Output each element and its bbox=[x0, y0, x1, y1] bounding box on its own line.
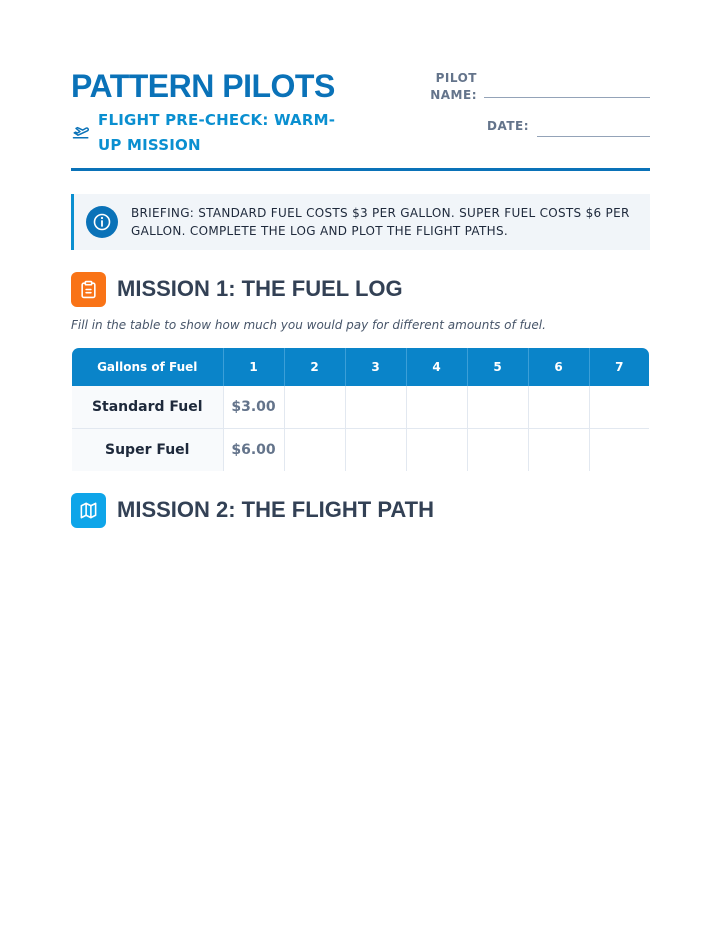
table-cell[interactable] bbox=[406, 386, 467, 429]
briefing-box bbox=[71, 194, 650, 250]
pilot-name-field[interactable] bbox=[484, 97, 650, 98]
page-subtitle: FLIGHT PRE-CHECK: WARM-UP MISSION bbox=[98, 111, 336, 154]
pilot-name-label: PILOT NAME: bbox=[430, 71, 477, 102]
table-header-label: Gallons of Fuel bbox=[72, 348, 223, 386]
clipboard-icon bbox=[71, 272, 106, 307]
table-header-row bbox=[72, 348, 649, 386]
info-icon bbox=[86, 206, 118, 238]
table-cell[interactable] bbox=[284, 429, 345, 472]
column-header: 1 bbox=[223, 348, 284, 386]
column-header: 5 bbox=[467, 348, 528, 386]
table-cell[interactable] bbox=[345, 386, 406, 429]
column-header: 6 bbox=[528, 348, 589, 386]
mission-2-title: MISSION 2: THE FLIGHT PATH bbox=[117, 497, 434, 522]
briefing-text: BRIEFING: STANDARD FUEL COSTS $3 PER GALLON. SUPER FUEL COSTS $6 PER GALLON. COMPLETE THE LOG AND PLOT THE FLIGHT PATHS. bbox=[131, 206, 630, 238]
table-row bbox=[72, 429, 649, 472]
table-cell[interactable] bbox=[467, 386, 528, 429]
fuel-log-table bbox=[72, 348, 649, 471]
mission-1-title: MISSION 1: THE FUEL LOG bbox=[117, 276, 403, 301]
worksheet-page bbox=[71, 0, 650, 932]
mission-1-instructions: Fill in the table to show how much you would pay for different amounts of fuel. bbox=[71, 318, 546, 332]
table-cell[interactable] bbox=[589, 429, 649, 472]
header-divider bbox=[71, 168, 650, 171]
column-header: 2 bbox=[284, 348, 345, 386]
date-field[interactable] bbox=[537, 136, 650, 137]
table-cell: $3.00 bbox=[223, 386, 284, 429]
table-cell[interactable] bbox=[406, 429, 467, 472]
date-label: DATE: bbox=[487, 119, 529, 133]
column-header: 3 bbox=[345, 348, 406, 386]
table-row bbox=[72, 386, 649, 429]
table-cell: $6.00 bbox=[223, 429, 284, 472]
map-icon bbox=[71, 493, 106, 528]
row-label: Super Fuel bbox=[72, 429, 223, 472]
column-header: 4 bbox=[406, 348, 467, 386]
table-cell[interactable] bbox=[284, 386, 345, 429]
page-title: PATTERN PILOTS bbox=[71, 68, 335, 104]
table-cell[interactable] bbox=[467, 429, 528, 472]
row-label: Standard Fuel bbox=[72, 386, 223, 429]
column-header: 7 bbox=[589, 348, 649, 386]
table-cell[interactable] bbox=[345, 429, 406, 472]
table-cell[interactable] bbox=[528, 386, 589, 429]
table-cell[interactable] bbox=[528, 429, 589, 472]
table-cell[interactable] bbox=[589, 386, 649, 429]
airplane-takeoff-icon bbox=[71, 122, 91, 140]
